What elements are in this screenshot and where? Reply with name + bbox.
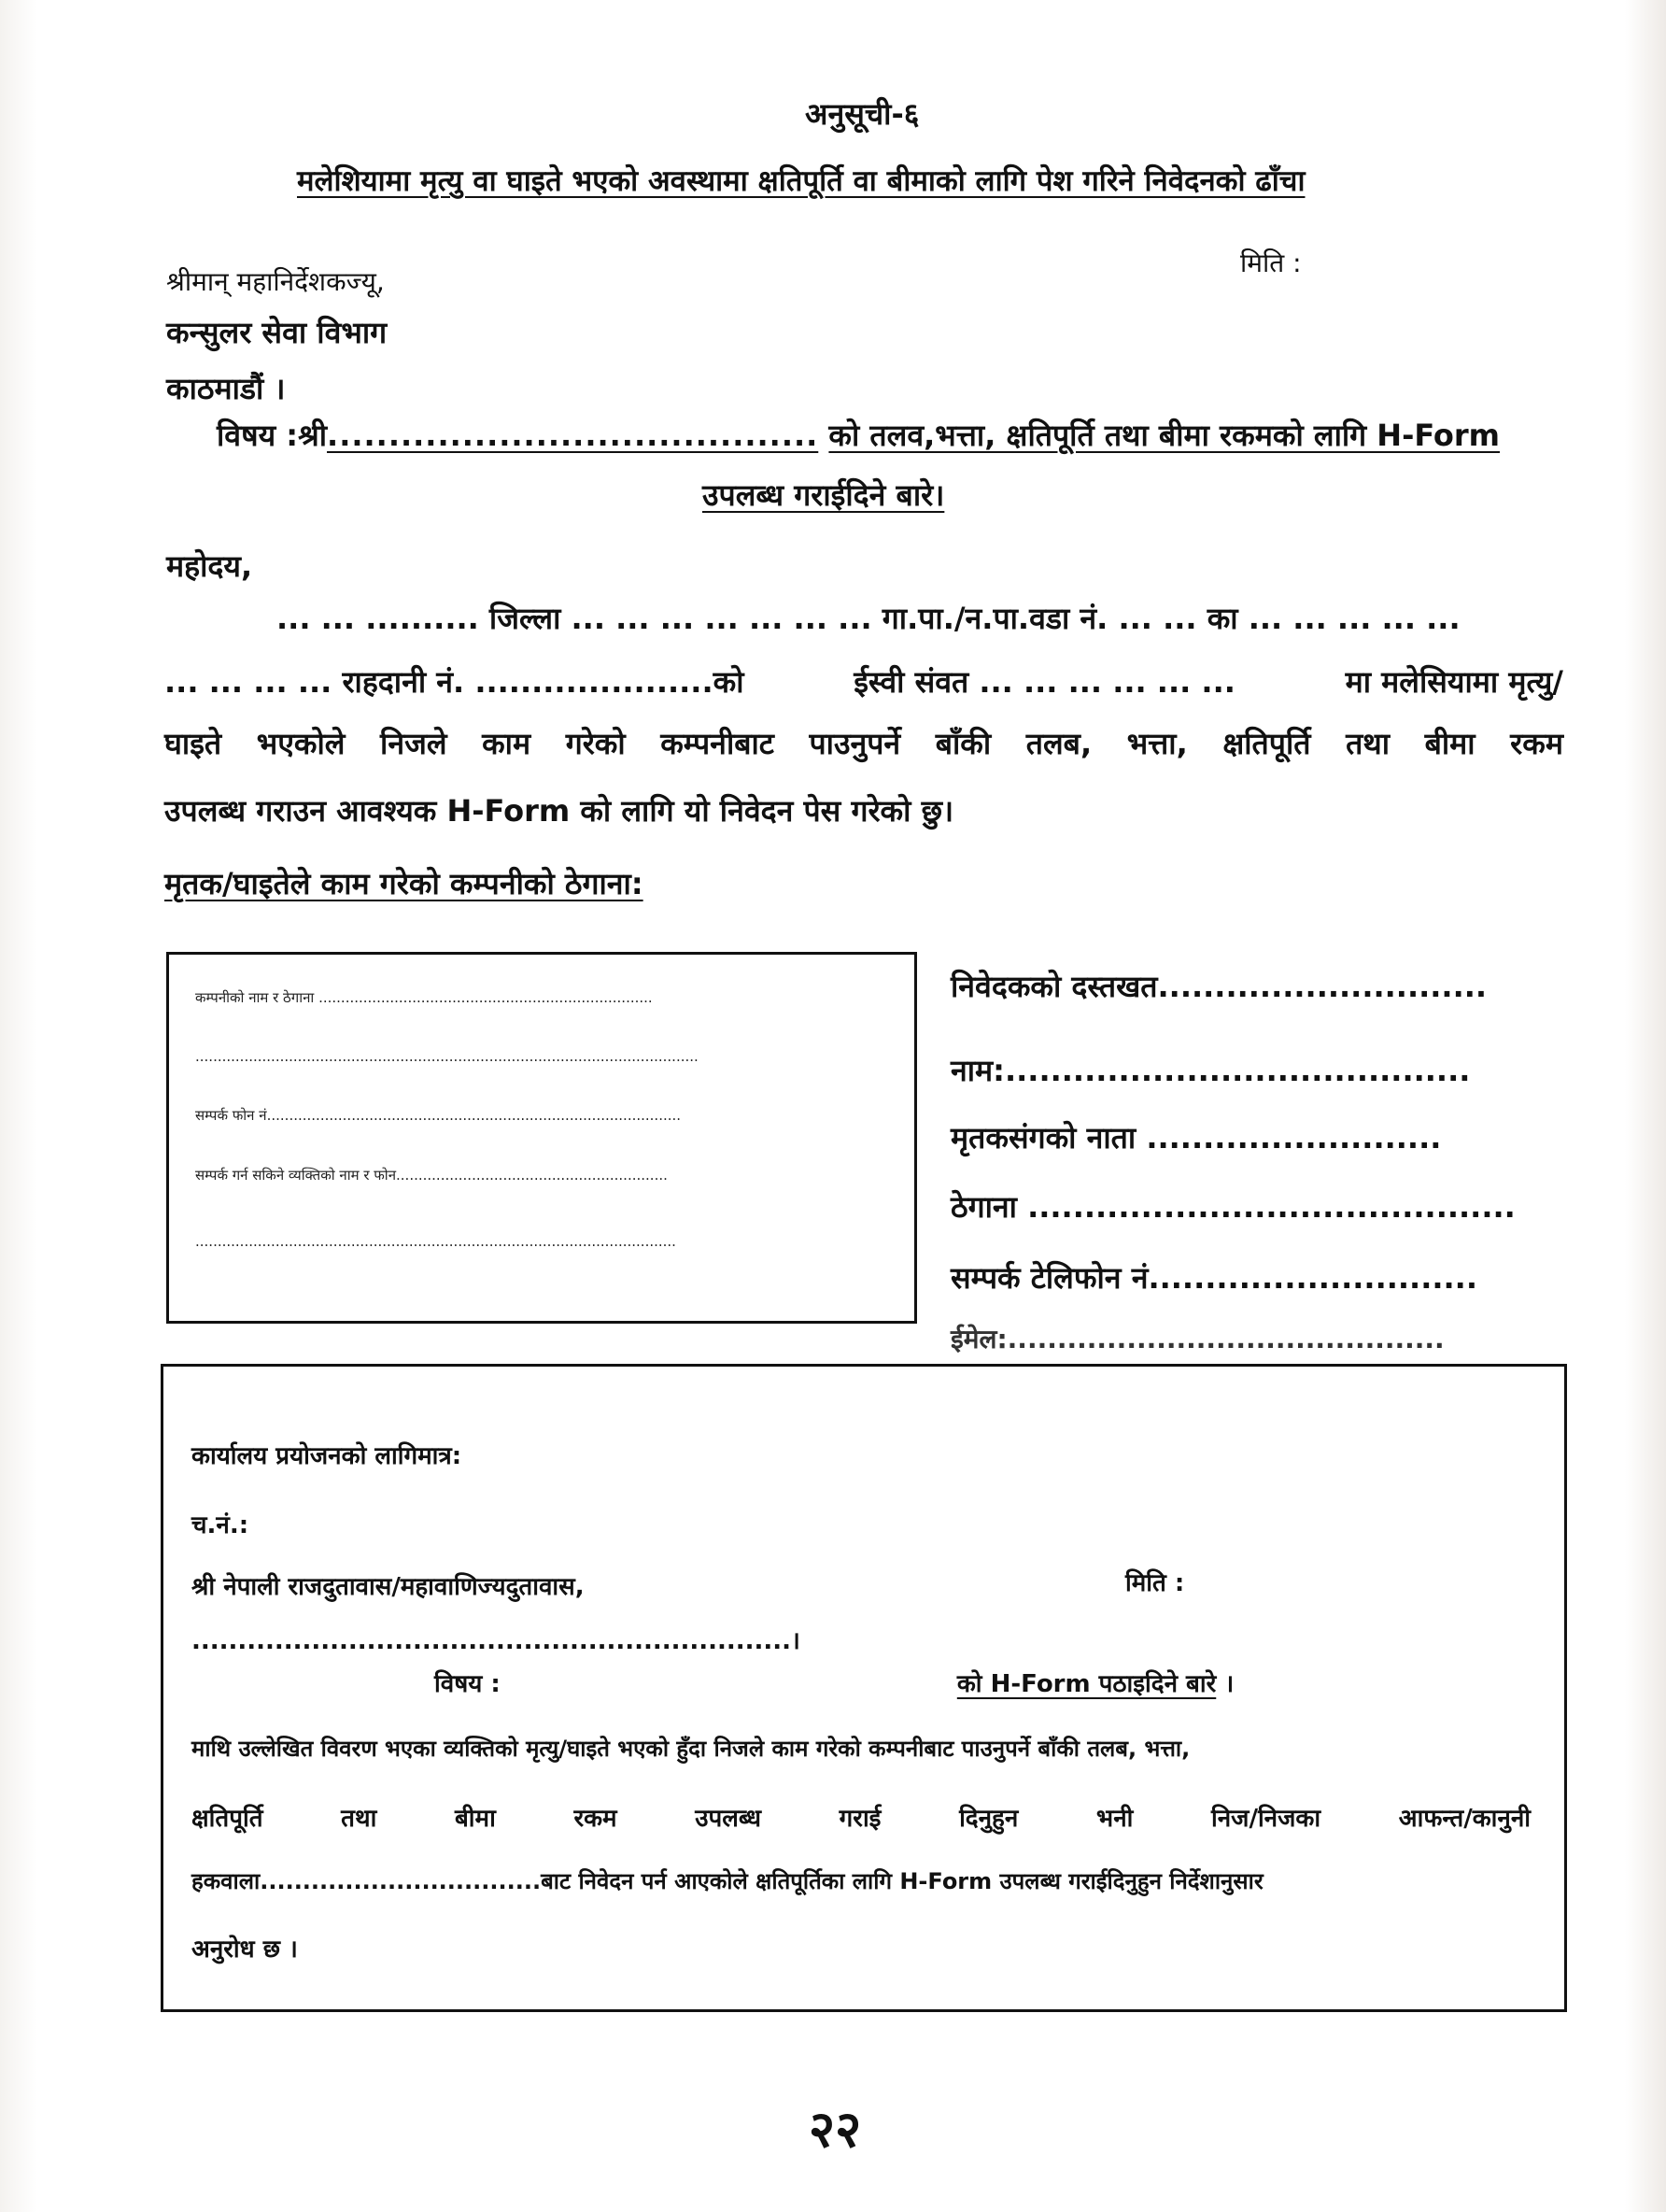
office-subject xyxy=(434,1666,1234,1699)
body-word: क्षतिपूर्ति xyxy=(1222,726,1311,761)
form-subtitle: मलेशियामा मृत्यु वा घाइते भएको अवस्थामा क्षतिपूर्ति वा बीमाको लागि पेश गरिने निवेदनको ढाँचा xyxy=(297,164,1306,198)
office-text-line1: माथि उल्लेखित विवरण भएका व्यक्तिको मृत्यु/घाइते भएको हुँदा निजले काम गरेको कम्पनीबाट पाउनुपर्ने बाँकी तलब, भत्ता, xyxy=(191,1736,1191,1762)
company-name-field[interactable]: कम्पनीको नाम र ठेगाना ........................................................................... xyxy=(195,989,653,1006)
contact-person-blank[interactable]: ............................................................................................................ xyxy=(195,1233,676,1250)
applicant-address-field[interactable]: ठेगाना ........................................... xyxy=(951,1189,1516,1225)
office-use-heading: कार्यालय प्रयोजनको लागिमात्र: xyxy=(191,1442,462,1470)
body-line3 xyxy=(164,723,1563,763)
body-word: तथा xyxy=(1346,726,1391,761)
office-word: दिनुहुन xyxy=(959,1805,1019,1833)
embassy-line: श्री नेपाली राजदुतावास/महावाणिज्यदुतावास, xyxy=(191,1573,585,1601)
office-word: निज/निजका xyxy=(1211,1805,1321,1833)
body-word: पाउनुपर्ने xyxy=(809,726,901,761)
salutation: महोदय, xyxy=(166,548,253,584)
company-address-heading: मृतक/घाइतेले काम गरेको कम्पनीको ठेगाना: xyxy=(164,866,643,901)
body-line1: ... ... .......... जिल्ला ... ... ... ... ... ... ... गा.पा./न.पा.वडा नं. ... ... का ... ... ... ... ... xyxy=(276,601,1461,636)
office-subject-end: । xyxy=(1224,1670,1235,1698)
applicant-name-field[interactable]: नाम:......................................... xyxy=(951,1053,1471,1088)
office-subject-rest: को H-Form पठाइदिने बारे xyxy=(956,1670,1217,1698)
office-date-label[interactable]: मिति : xyxy=(1125,1569,1185,1597)
office-subject-prefix: विषय : xyxy=(434,1670,501,1698)
body-word: निजले xyxy=(380,726,447,761)
body-line4: उपलब्ध गराउन आवश्यक H-Form को लागि यो निवेदन पेस गरेको छु। xyxy=(164,793,954,829)
addressee-line3: काठमाडौं । xyxy=(166,371,286,406)
applicant-relation-field[interactable]: मृतकसंगको नाता .......................... xyxy=(951,1120,1442,1156)
office-word: क्षतिपूर्ति xyxy=(191,1805,263,1833)
applicant-signature-field[interactable]: निवेदकको दस्तखत............................. xyxy=(951,969,1488,1004)
subject-line xyxy=(217,415,1500,455)
body-word: ... ... ... ... राहदानी नं. .....................को xyxy=(164,664,744,700)
body-word: भएकोले xyxy=(256,726,346,761)
applicant-email-field[interactable]: ईमेल:............................................ xyxy=(951,1324,1445,1354)
office-word: आफन्त/कानुनी xyxy=(1398,1805,1531,1833)
applicant-phone-field[interactable]: सम्पर्क टेलिफोन नं............................. xyxy=(951,1260,1477,1296)
body-word: काम xyxy=(482,726,531,761)
body-word: कम्पनीबाट xyxy=(660,726,774,761)
subject-blank[interactable]: ........................................ xyxy=(327,418,819,453)
body-word: रकम xyxy=(1510,726,1563,761)
addressee-line2: कन्सुलर सेवा विभाग xyxy=(166,315,388,350)
office-blank[interactable]: .................................................................। xyxy=(191,1627,800,1655)
office-word: उपलब्ध xyxy=(695,1805,762,1833)
office-text-line4: अनुरोध छ । xyxy=(191,1936,298,1964)
page-title: अनुसूची-६ xyxy=(805,96,920,132)
office-word: गराई xyxy=(839,1805,882,1833)
office-word: तथा xyxy=(341,1805,377,1833)
addressee-line1: श्रीमान् महानिर्देशकज्यू, xyxy=(166,266,385,297)
office-text-line3: हकवाला.................................बाट निवेदन पर्न आएकोले क्षतिपूर्तिका लागि H-Form उपलब्ध गराईदिनुहुन निर्देशानुसार xyxy=(191,1868,1264,1894)
contact-person-field[interactable]: सम्पर्क गर्न सकिने व्यक्तिको नाम र फोन............................................................. xyxy=(195,1167,668,1184)
company-phone-field[interactable]: सम्पर्क फोन नं............................................................................................. xyxy=(195,1107,682,1124)
subject-line2: उपलब्ध गराईदिने बारे। xyxy=(702,477,945,513)
body-word: बाँकी xyxy=(935,726,992,761)
body-word: मा मलेसियामा मृत्यु/ xyxy=(1345,664,1563,700)
office-use-box xyxy=(161,1364,1567,2012)
page-number: २२ xyxy=(809,2100,862,2159)
body-word: बीमा xyxy=(1424,726,1475,761)
reference-number[interactable]: च.नं.: xyxy=(191,1511,249,1539)
office-word: रकम xyxy=(573,1805,617,1833)
office-word: बीमा xyxy=(454,1805,496,1833)
body-word: ईस्वी संवत ... ... ... ... ... ... xyxy=(854,664,1235,700)
body-word: तलब, xyxy=(1025,726,1093,761)
body-line2 xyxy=(164,661,1563,702)
date-label: मिति : xyxy=(1240,248,1302,278)
office-text-line2 xyxy=(191,1800,1531,1834)
office-word: भनी xyxy=(1095,1805,1134,1833)
body-word: घाइते xyxy=(164,726,222,761)
body-word: गरेको xyxy=(565,726,626,761)
body-word: भत्ता, xyxy=(1126,726,1188,761)
subject-prefix: विषय :श्री xyxy=(217,418,328,453)
subject-rest: को तलव,भत्ता, क्षतिपूर्ति तथा बीमा रकमको लागि H-Form xyxy=(828,418,1501,453)
company-address-blank[interactable]: ................................................................................................................. xyxy=(195,1048,699,1065)
company-details-box xyxy=(166,952,917,1324)
